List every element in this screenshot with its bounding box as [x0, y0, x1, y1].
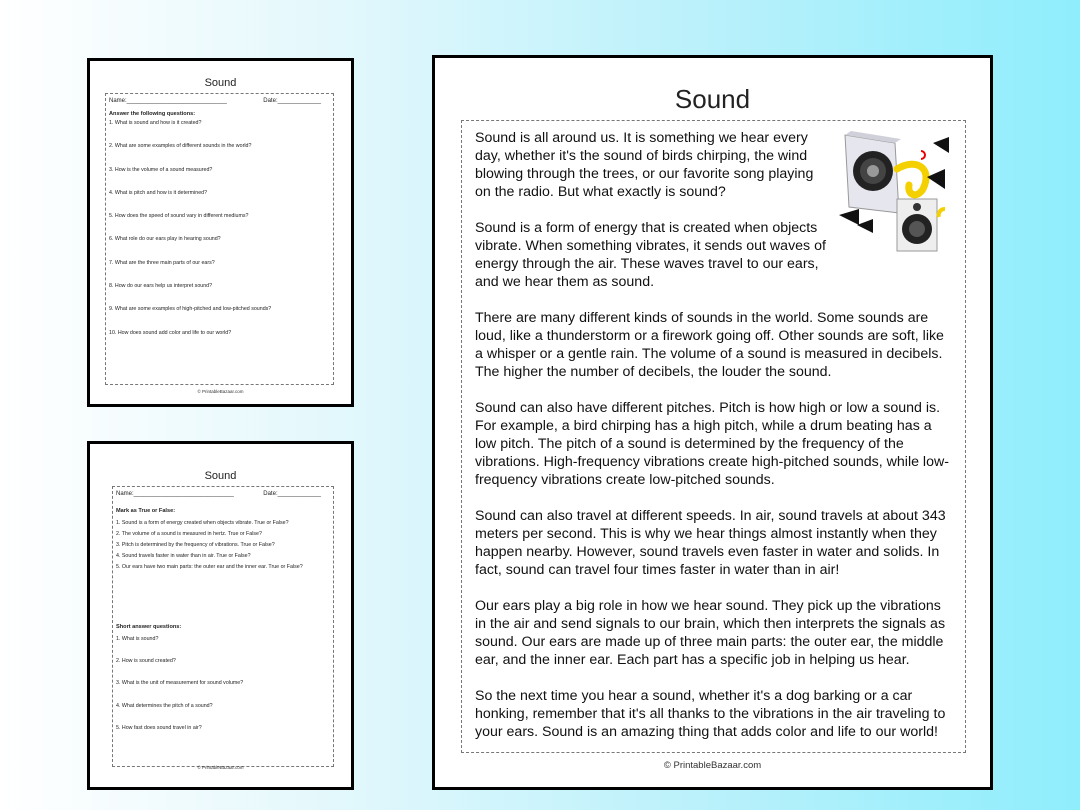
- question-item: 4. What is pitch and how is it determined?: [109, 189, 208, 196]
- passage-paragraph: Sound can also travel at different speeds. In air, sound travels at about 343 meters per second. This is why we hear things almost instantly when they happen nearby. However, sound travels even faster in water and solids. In fact, sound can travel four times faster in water than in air!: [475, 508, 946, 578]
- passage-paragraph: Sound is all around us. It is something we hear every day, whether it's the sound of birds chirping, the wind blowing through the trees, or our favorite song playing on the radio. But what exactly is sound?: [475, 130, 814, 200]
- true-false-item: 1. Sound is a form of energy created when objects vibrate. True or False?: [116, 520, 289, 526]
- questions-list: [109, 120, 329, 353]
- worksheet-title: Sound: [204, 77, 237, 89]
- question-item: 9. What are some examples of high-pitched and low-pitched sounds?: [109, 306, 272, 313]
- worksheet-questions-thumbnail[interactable]: [87, 58, 354, 407]
- question-item: 5. How does the speed of sound vary in different mediums?: [109, 213, 249, 220]
- date-field-label: Date:_____________: [263, 98, 321, 104]
- true-false-heading: Mark as True or False:: [116, 508, 176, 514]
- question-item: 8. How do our ears help us interpret sound?: [109, 283, 213, 290]
- speakers-icon: [837, 129, 955, 255]
- name-field-label: Name:______________________________: [109, 98, 227, 104]
- worksheet-true-false-thumbnail[interactable]: [87, 441, 354, 790]
- name-date-line: [116, 491, 327, 501]
- question-item: 10. How does sound add color and life to our world?: [109, 329, 232, 336]
- passage-paragraph: So the next time you hear a sound, whether it's a dog barking or a car honking, remember that it's all thanks to the vibrations in the air traveling to your ears. Sound is an amazing thing that adds color and life to our world!: [475, 688, 946, 740]
- question-item: 3. How is the volume of a sound measured?: [109, 166, 213, 173]
- passage-footer: © PrintableBazaar.com: [663, 760, 762, 771]
- worksheet-footer: © PrintableBazaar.com: [197, 389, 244, 394]
- true-false-item: 5. Our ears have two main parts: the outer ear and the inner ear. True or False?: [116, 564, 303, 570]
- passage-body: [475, 129, 955, 759]
- true-false-item: 4. Sound travels faster in water than in air. True or False?: [116, 553, 251, 559]
- name-field-label: Name:______________________________: [116, 491, 234, 497]
- true-false-item: 2. The volume of a sound is measured in hertz. True or False?: [116, 531, 262, 537]
- worksheet-footer: © PrintableBazaar.com: [197, 765, 244, 770]
- short-answer-item: 3. What is the unit of measurement for sound volume?: [116, 680, 244, 687]
- question-item: 6. What role do our ears play in hearing sound?: [109, 236, 221, 243]
- passage-title: Sound: [674, 84, 751, 114]
- question-item: 7. What are the three main parts of our ears?: [109, 259, 215, 266]
- passage-paragraph: There are many different kinds of sounds in the world. Some sounds are loud, like a thunderstorm or a firework going off. Other sounds are soft, like a whisper or a gentle rain. The volume of a sound is measured in decibels. The higher the number of decibels, the louder the sound.: [475, 310, 944, 380]
- passage-paragraph: Our ears play a big role in how we hear sound. They pick up the vibrations in the air and send signals to our brain, which then interprets the signals as sound. Our ears are made up of three main parts: the outer ear, the middle ear, and the inner ear. Each part has a specific job in helping us hear.: [475, 598, 946, 668]
- short-answer-item: 4. What determines the pitch of a sound?: [116, 702, 213, 709]
- true-false-list: [116, 520, 329, 575]
- date-field-label: Date:_____________: [263, 491, 321, 497]
- question-item: 2. What are some examples of different sounds in the world?: [109, 143, 252, 150]
- worksheet-content-box: [105, 93, 334, 385]
- short-answer-list: [116, 636, 329, 747]
- passage-paragraph: Sound is a form of energy that is created when objects vibrate. When something vibrates, it sends out waves of energy through the air. These waves travel to our ears, and we hear them as sound.: [475, 220, 826, 290]
- short-answer-item: 5. How fast does sound travel in air?: [116, 724, 202, 731]
- name-date-line: [109, 98, 327, 108]
- reading-passage-sheet[interactable]: [432, 55, 993, 790]
- true-false-item: 3. Pitch is determined by the frequency of vibrations. True or False?: [116, 542, 275, 548]
- short-answer-item: 1. What is sound?: [116, 636, 159, 642]
- question-item: 1. What is sound and how is it created?: [109, 120, 202, 126]
- short-answer-item: 2. How is sound created?: [116, 658, 176, 665]
- short-answer-heading: Short answer questions:: [116, 624, 182, 630]
- passage-content-box: [461, 120, 966, 753]
- passage-paragraph: Sound can also have different pitches. Pitch is how high or low a sound is. For example, a bird chirping has a high pitch, while a drum beating has a low pitch. The pitch of a sound is determined by the frequency of the vibrations. High-frequency vibrations create high-pitched sounds, while low-frequency vibrations create low-pitched sounds.: [475, 400, 949, 488]
- worksheet-title: Sound: [204, 470, 237, 482]
- questions-heading: Answer the following questions:: [109, 111, 196, 117]
- worksheet-content-box: [112, 486, 334, 767]
